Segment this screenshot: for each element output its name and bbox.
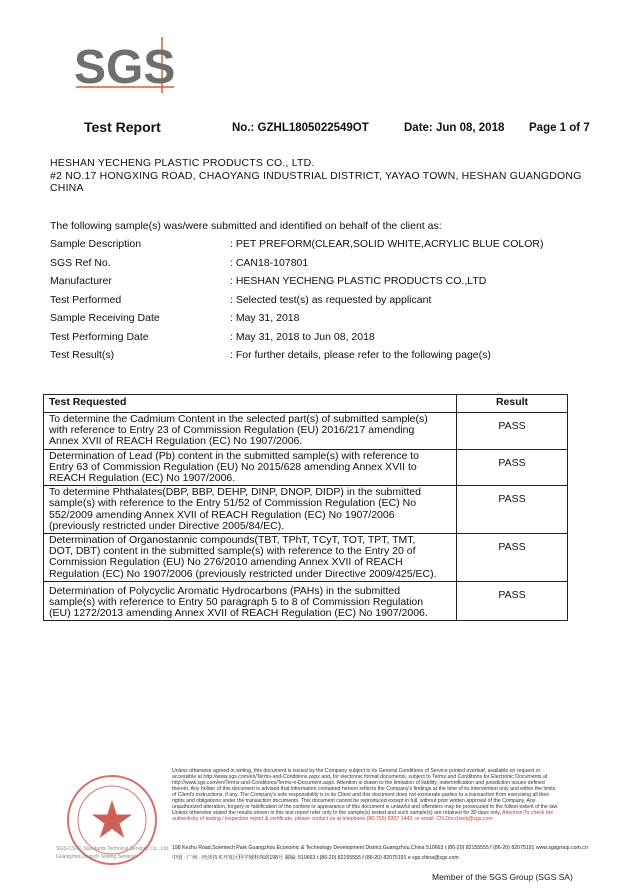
test-line: DOT, DBT) content in the submitted sample(s) with reference to the Entry 20 of	[49, 545, 416, 558]
seal-text-line2: Guangzhou Branch Testing Services	[56, 854, 137, 860]
table-row	[44, 581, 568, 621]
info-label: Manufacturer	[50, 275, 112, 287]
test-result: PASS	[457, 486, 568, 534]
test-line: To determine the Cadmium Content in the selected part(s) of submitted sample(s)	[49, 413, 428, 425]
info-label: Test Performing Date	[50, 331, 149, 343]
test-line: Entry 63 of Commission Regulation (EU) No 2015/628 amending Annex XVII to	[49, 460, 417, 473]
logo-text: SGS	[74, 41, 176, 94]
member-note: Member of the SGS Group (SGS SA)	[432, 872, 573, 882]
client-address-line1: #2 NO.17 HONGXING ROAD, CHAOYANG INDUSTRIAL DISTRICT, YAYAO TOWN, HESHAN GUANGDONG	[50, 170, 582, 182]
test-line: (EU) 1272/2013 amending Annex XVII of REACH Regulation (EC) No 1907/2006.	[49, 607, 428, 620]
test-line: 552/2009 amending Annex XVII of REACH Regulation (EC) No 1907/2006	[49, 508, 395, 521]
test-line: with reference to Entry 23 of Commission Regulation (EU) 2016/217 amending	[49, 424, 415, 437]
info-value: : PET PREFORM(CLEAR,SOLID WHITE,ACRYLIC BLUE COLOR)	[230, 238, 544, 250]
report-number: No.: GZHL1805022549OT	[232, 122, 369, 134]
info-value: : Selected test(s) as requested by applicant	[230, 294, 432, 306]
address-english: 198 Kezhu Road,Scientech Park Guangzhou Economic & Technology Development District,Guangzhou,China 510663 t (86-20) 82155555 f (86-20) 82075191 www.sgsgroup.com.cn	[172, 845, 588, 851]
report-title: Test Report	[84, 119, 161, 135]
test-line: To determine Phthalates(DBP, BBP, DEHP, DINP, DNOP, DIDP) in the submitted	[49, 486, 421, 499]
table-row	[44, 449, 568, 486]
client-name: HESHAN YECHENG PLASTIC PRODUCTS CO., LTD.	[50, 157, 315, 169]
info-value: : For further details, please refer to the following page(s)	[230, 349, 491, 361]
sgs-logo	[70, 35, 180, 95]
test-result: PASS	[457, 413, 568, 450]
info-label: Sample Receiving Date	[50, 312, 160, 324]
seal-text-line1: SGS-CSTC Standards Technical Services Co., Ltd.	[56, 846, 170, 852]
test-result: PASS	[457, 581, 568, 621]
terms-text: Unless otherwise agreed in writing, this document is issued by the Company subject to its General Conditions of Service printed overleaf, available on request or accessible at http://www.sgs.com/en/Terms-and-Conditions.aspx and, for electronic format documents, subject to Terms and Conditions for Electronic Documents at http://www.sgs.com/en/Terms-and-Conditions/Terms-e-Document.aspx. Attention is drawn to the limitation of liability, indemnification and jurisdiction issues defined therein. Any holder of this document is advised that information contained hereon reflects the Company's findings at the time of its intervention only and within the limits of Client's instructions, if any. The Company's sole responsibility is to its Client and this document does not exonerate parties to a transaction from exercising all their rights and obligations under the transaction documents. This document cannot be reproduced except in full, without prior written approval of the Company. Any unauthorized alteration, forgery or falsification of the content or appearance of this document is unlawful and offenders may be prosecuted to the fullest extent of the law. Unless otherwise stated the results shown in this test report refer only to the sample(s) tested and such sample(s) are retained for 30 days only.	[172, 768, 559, 816]
test-results-table	[43, 394, 568, 621]
info-value: : CAN18-107801	[230, 257, 309, 269]
test-result: PASS	[457, 449, 568, 486]
authenticity-notice: Attention:To check the authenticity of testing / inspection report & certificate, please contact us at telephone:(86-755) 8307 1443, or email: CN.Doccheck@sgs.com	[172, 810, 554, 822]
info-value: : HESHAN YECHENG PLASTIC PRODUCTS CO.,LTD	[230, 275, 487, 287]
table-row	[44, 413, 568, 450]
table-row	[44, 534, 568, 582]
test-line: Determination of Organostannic compounds(TBT, TPhT, TCyT, TOT, TPT, TMT,	[49, 534, 416, 547]
test-line: (previously restricted under Directive 2005/84/EC).	[49, 519, 285, 532]
test-line: Determination of Lead (Pb) content in the submitted sample(s) with reference to	[49, 449, 420, 462]
info-value: : May 31, 2018	[230, 312, 300, 324]
test-description	[44, 534, 457, 582]
test-line: sample(s) with reference to Entry 50 paragraph 5 to 8 of Commission Regulation	[49, 596, 424, 609]
report-date: Date: Jun 08, 2018	[404, 122, 505, 134]
test-line: Regulation (EC) No 1907/2006 (previously restricted under Directive 2009/425/EC).	[49, 567, 437, 580]
test-description	[44, 581, 457, 621]
test-line: REACH Regulation (EC) No 1907/2006.	[49, 472, 236, 485]
header-result: Result	[457, 395, 568, 413]
table-header-row	[44, 395, 568, 413]
test-line: Annex XVII of REACH Regulation (EC) No 1907/2006.	[49, 435, 303, 448]
test-line: Determination of Polycyclic Aromatic Hydrocarbons (PAHs) in the submitted	[49, 584, 401, 597]
info-label: Sample Description	[50, 238, 142, 250]
info-label: Test Performed	[50, 294, 122, 306]
test-result: PASS	[457, 534, 568, 582]
test-line: sample(s) with reference to the Entry 51/52 of Commission Regulation (EC) No	[49, 497, 417, 510]
address-chinese: 中国 · 广州 · 经济技术开发区科学城科珠路198号 邮编: 510663 t (86-20) 82155555 f (86-20) 82075191 e sgs.china@sgs.com	[172, 855, 459, 861]
intro-text: The following sample(s) was/were submitted and identified on behalf of the client as:	[50, 220, 442, 232]
client-address-line2: CHINA	[50, 182, 84, 194]
info-value: : May 31, 2018 to Jun 08, 2018	[230, 331, 375, 343]
test-description	[44, 449, 457, 486]
header-test-requested: Test Requested	[44, 395, 457, 413]
info-label: SGS Ref No.	[50, 257, 111, 269]
test-description	[44, 413, 457, 450]
test-line: Commission Regulation (EU) No 276/2010 amending Annex XVII of REACH	[49, 556, 403, 569]
terms-fineprint	[172, 768, 560, 822]
page-indicator: Page 1 of 7	[529, 122, 590, 134]
table-row	[44, 486, 568, 534]
test-description	[44, 486, 457, 534]
info-label: Test Result(s)	[50, 349, 115, 361]
